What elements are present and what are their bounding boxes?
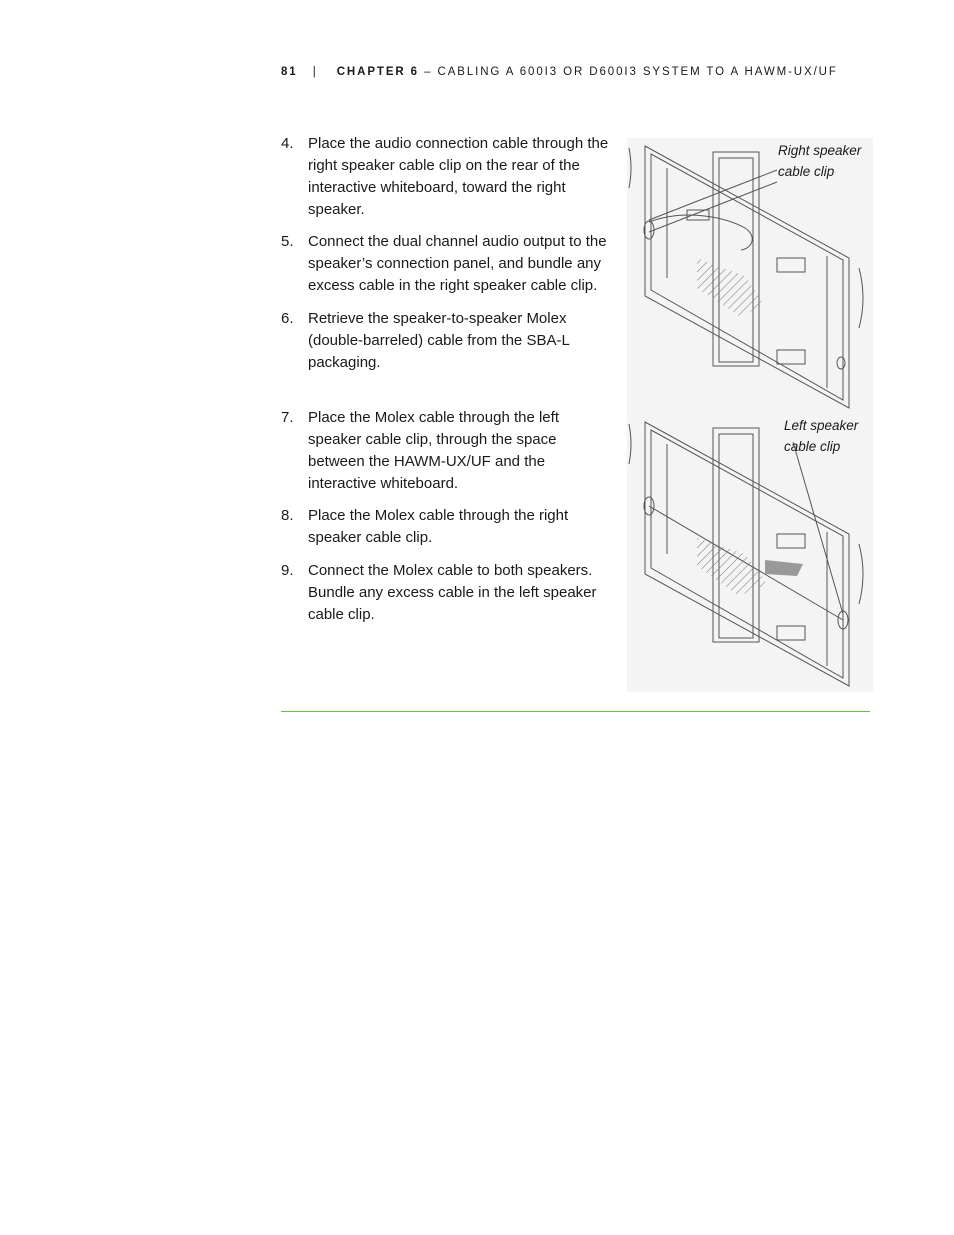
step-4 xyxy=(281,133,617,221)
step-text: Retrieve the speaker-to-speaker Molex (double-barreled) cable from the SBA-L packaging. xyxy=(308,310,570,371)
section-divider xyxy=(281,711,870,712)
chapter-title: – CABLING A 600I3 OR D600I3 SYSTEM TO A HAWM-UX/UF xyxy=(424,66,838,78)
chapter-label: CHAPTER 6 xyxy=(336,66,419,78)
figure-right-speaker-clip xyxy=(627,138,873,414)
step-text: Place the Molex cable through the left speaker cable clip, through the space between the HAWM-UX/UF and the interactive whiteboard. xyxy=(308,409,559,492)
left-speaker-callout xyxy=(784,415,858,457)
step-number: 5. xyxy=(281,233,294,250)
figure-left-speaker-clip xyxy=(627,414,873,692)
step-6 xyxy=(281,308,617,374)
step-5 xyxy=(281,231,617,297)
callout-line: cable clip xyxy=(784,439,841,454)
step-8 xyxy=(281,505,617,549)
step-text: Place the audio connection cable through the right speaker cable clip on the rear of the interactive whiteboard, toward the right speaker. xyxy=(308,135,609,218)
page-number: 81 xyxy=(281,66,298,78)
callout-line: cable clip xyxy=(778,164,835,179)
right-speaker-callout xyxy=(778,140,861,182)
step-9 xyxy=(281,560,617,626)
callout-line: Left speaker xyxy=(784,418,859,433)
step-number: 8. xyxy=(281,507,294,524)
step-number: 6. xyxy=(281,310,294,327)
step-text: Place the Molex cable through the right speaker cable clip. xyxy=(308,507,569,546)
step-number: 7. xyxy=(281,409,294,426)
callout-line: Right speaker xyxy=(778,143,862,158)
step-number: 4. xyxy=(281,135,294,152)
step-number: 9. xyxy=(281,562,294,579)
step-7 xyxy=(281,407,617,495)
header-separator: | xyxy=(312,66,318,78)
running-header xyxy=(281,66,838,78)
step-text: Connect the Molex cable to both speakers. Bundle any excess cable in the left speaker cable clip. xyxy=(308,562,597,623)
step-text: Connect the dual channel audio output to the speaker’s connection panel, and bundle any excess cable in the right speaker cable clip. xyxy=(308,233,607,294)
